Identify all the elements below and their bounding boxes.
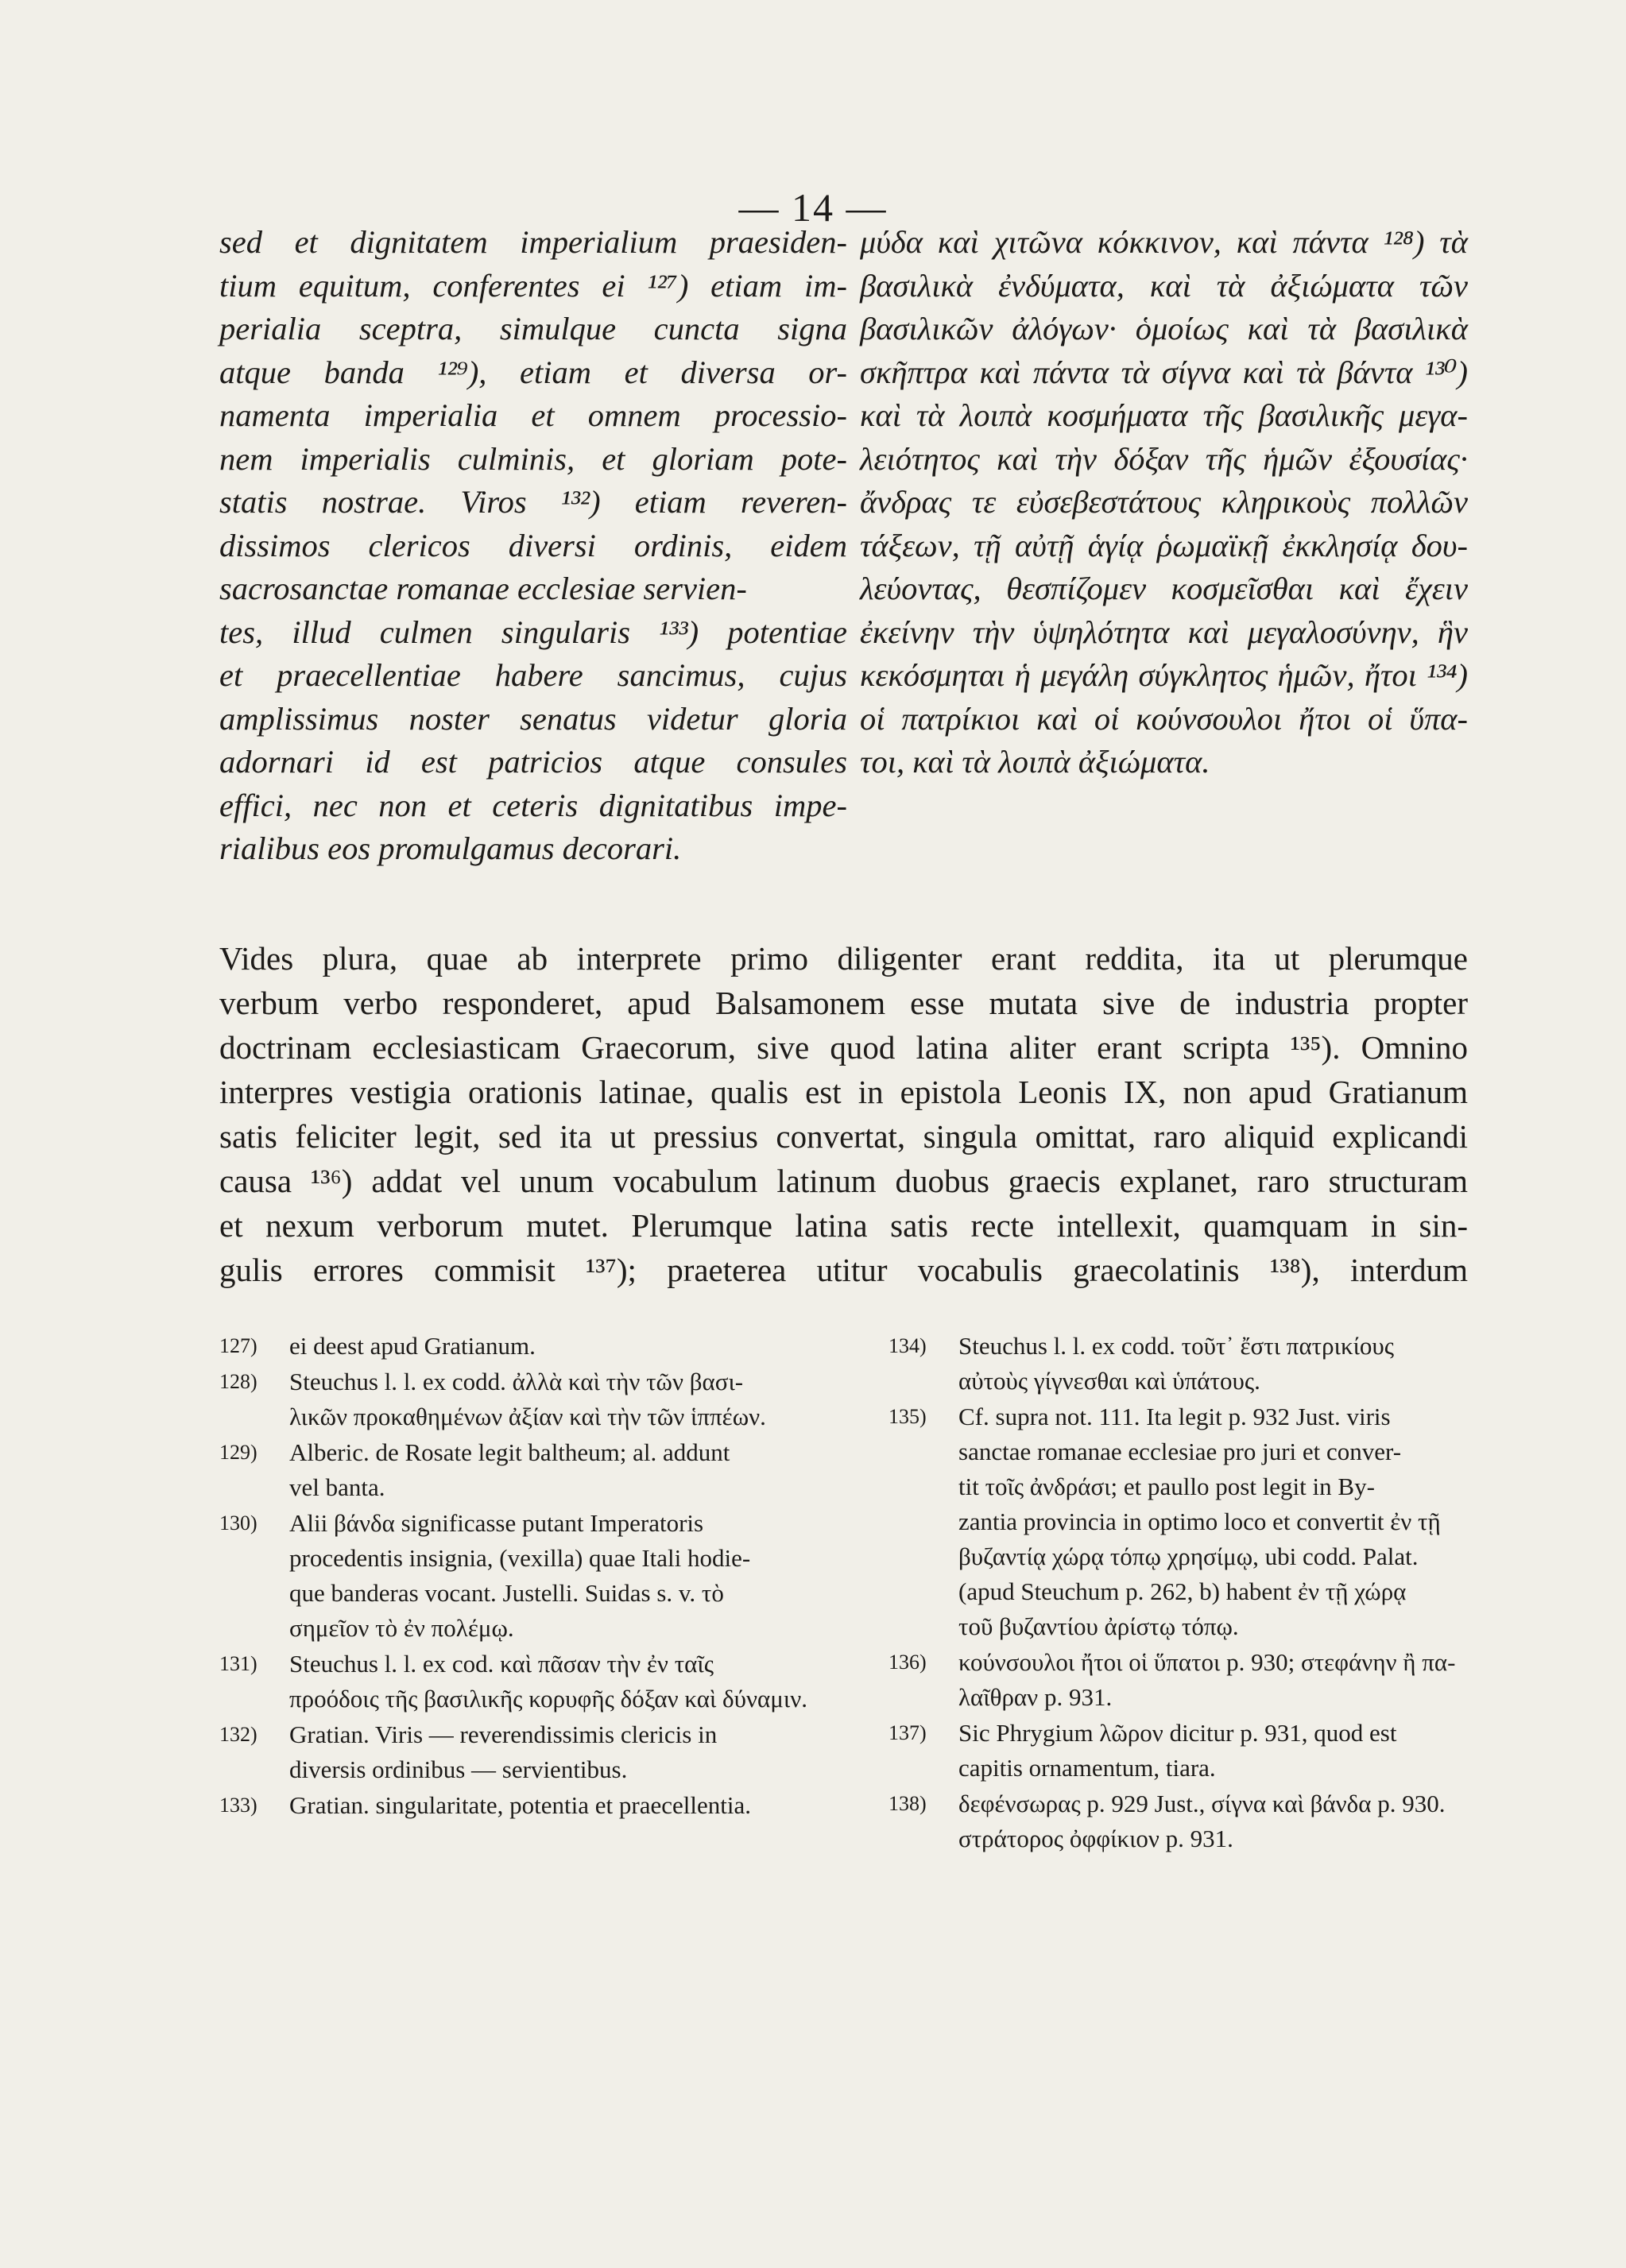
footnote-line: Sic Phrygium λῶρον dicitur p. 931, quod est bbox=[958, 1719, 1397, 1747]
footnote-number: 138) bbox=[888, 1792, 927, 1815]
latin-line: amplissimus noster senatus videtur gloria bbox=[219, 700, 847, 737]
latin-line: sed et dignitatem imperialium praesiden- bbox=[219, 224, 847, 260]
footnote-line: (apud Steuchum p. 262, b) habent ἐν τῇ χώρᾳ bbox=[958, 1577, 1407, 1605]
body-line: doctrinam ecclesiasticam Graecorum, sive quod latina aliter erant scripta ¹³⁵). Omnino bbox=[219, 1029, 1468, 1066]
greek-line: σκῆπτρα καὶ πάντα τὰ σίγνα καὶ τὰ βάντα ¹³⁰) bbox=[860, 354, 1468, 390]
footnote-number: 130) bbox=[219, 1511, 257, 1535]
footnote-line: σημεῖον τὸ ἐν πολέμῳ. bbox=[289, 1614, 514, 1642]
body-line: gulis errores commisit ¹³⁷); praeterea utitur vocabulis graecolatinis ¹³⁸), interdum bbox=[219, 1252, 1468, 1288]
greek-line: ἐκείνην τὴν ὑψηλότητα καὶ μεγαλοσύνην, ἣν bbox=[860, 613, 1468, 650]
greek-text-column bbox=[860, 221, 1468, 784]
footnote-line: κούνσουλοι ἤτοι οἱ ὕπατοι p. 930; στεφάνην ἢ πα- bbox=[958, 1648, 1456, 1676]
greek-line: οἱ πατρίκιοι καὶ οἱ κούνσουλοι ἤτοι οἱ ὕπα- bbox=[860, 700, 1468, 737]
footnote bbox=[888, 1786, 1469, 1856]
footnote-line: αὐτοὺς γίγνεσθαι καὶ ὑπάτους. bbox=[958, 1367, 1260, 1395]
greek-line: κεκόσμηται ἡ μεγάλη σύγκλητος ἡμῶν, ἤτοι ¹³⁴) bbox=[860, 657, 1468, 693]
footnote-line: δεφένσωρας p. 929 Just., σίγνα καὶ βάνδα p. 930. bbox=[958, 1790, 1446, 1817]
greek-line: τοι, καὶ τὰ λοιπὰ ἀξιώματα. bbox=[860, 744, 1210, 780]
latin-line: perialia sceptra, simulque cuncta signa bbox=[219, 311, 847, 346]
footnote-line: zantia provincia in optimo loco et convertit ἐν τῇ bbox=[958, 1507, 1441, 1535]
greek-line: μύδα καὶ χιτῶνα κόκκινον, καὶ πάντα ¹²⁸) τὰ bbox=[860, 224, 1468, 260]
latin-line: nem imperialis culminis, et gloriam pote- bbox=[219, 440, 847, 477]
footnote bbox=[219, 1364, 847, 1434]
footnote-line: Steuchus l. l. ex cod. καὶ πᾶσαν τὴν ἐν ταῖς bbox=[289, 1650, 714, 1678]
footnote-number: 137) bbox=[888, 1721, 927, 1744]
latin-line: sacrosanctae romanae ecclesiae servien- bbox=[219, 571, 747, 606]
footnote-line: βυζαντίᾳ χώρᾳ τόπῳ χρησίμῳ, ubi codd. Palat. bbox=[958, 1542, 1419, 1570]
footnote-line: λαῖθραν p. 931. bbox=[958, 1683, 1113, 1711]
footnote-line: Steuchus l. l. ex codd. τοῦτ᾽ ἔστι πατρικίους bbox=[958, 1332, 1395, 1360]
footnote bbox=[219, 1788, 847, 1823]
footnote bbox=[888, 1716, 1469, 1786]
latin-line: rialibus eos promulgamus decorari. bbox=[219, 830, 682, 866]
body-line: satis feliciter legit, sed ita ut pressius convertat, singula omittat, raro aliquid explicandi bbox=[219, 1118, 1468, 1155]
body-line: et nexum verborum mutet. Plerumque latina satis recte intellexit, quamquam in sin- bbox=[219, 1207, 1468, 1244]
footnote-line: τοῦ βυζαντίου ἀρίστῳ τόπῳ. bbox=[958, 1612, 1239, 1640]
body-line: causa ¹³⁶) addat vel unum vocabulum latinum duobus graecis explanet, raro structuram bbox=[219, 1163, 1468, 1199]
latin-line: tes, illud culmen singularis ¹³³) potentiae bbox=[219, 613, 847, 650]
footnote-number: 128) bbox=[219, 1370, 257, 1393]
body-line: verbum verbo responderet, apud Balsamonem esse mutata sive de industria propter bbox=[219, 985, 1468, 1021]
footnote-number: 133) bbox=[219, 1794, 257, 1817]
footnote bbox=[219, 1647, 847, 1716]
footnote-number: 132) bbox=[219, 1723, 257, 1746]
footnotes-left bbox=[219, 1329, 847, 1824]
footnote bbox=[888, 1645, 1469, 1715]
footnote bbox=[219, 1329, 847, 1364]
footnote-line: ei deest apud Gratianum. bbox=[289, 1332, 536, 1360]
footnote-line: vel banta. bbox=[289, 1473, 385, 1501]
footnote-line: Cf. supra not. 111. Ita legit p. 932 Just. viris bbox=[958, 1403, 1391, 1430]
latin-line: effici, nec non et ceteris dignitatibus impe- bbox=[219, 787, 847, 823]
footnote bbox=[219, 1717, 847, 1787]
greek-line: τάξεων, τῇ αὐτῇ ἁγίᾳ ῥωμαϊκῇ ἐκκλησίᾳ δου- bbox=[860, 527, 1468, 563]
body-paragraph bbox=[219, 936, 1468, 1292]
footnotes-right bbox=[888, 1329, 1469, 1857]
footnote-line: Steuchus l. l. ex codd. ἀλλὰ καὶ τὴν τῶν βασι- bbox=[289, 1368, 744, 1395]
greek-line: λειότητος καὶ τὴν δόξαν τῆς ἡμῶν ἐξουσίας· bbox=[860, 440, 1468, 477]
footnote bbox=[888, 1399, 1469, 1644]
footnote-line: Gratian. Viris — reverendissimis clericis in bbox=[289, 1720, 718, 1748]
footnote-number: 136) bbox=[888, 1651, 927, 1674]
greek-line: λεύοντας, θεσπίζομεν κοσμεῖσθαι καὶ ἔχειν bbox=[860, 571, 1468, 606]
footnote-line: capitis ornamentum, tiara. bbox=[958, 1754, 1216, 1782]
latin-line: et praecellentiae habere sancimus, cujus bbox=[219, 657, 847, 693]
footnote-line: procedentis insignia, (vexilla) quae Itali hodie- bbox=[289, 1544, 751, 1572]
footnote-line: Alii βάνδα significasse putant Imperatoris bbox=[289, 1509, 704, 1537]
footnote-number: 127) bbox=[219, 1334, 257, 1357]
footnote-line: λικῶν προκαθημένων ἀξίαν καὶ τὴν τῶν ἱππέων. bbox=[289, 1403, 766, 1430]
latin-line: atque banda ¹²⁹), etiam et diversa or- bbox=[219, 354, 847, 390]
footnote bbox=[219, 1506, 847, 1646]
footnote bbox=[888, 1329, 1469, 1399]
footnote-line: Gratian. singularitate, potentia et praecellentia. bbox=[289, 1791, 751, 1819]
footnote-number: 131) bbox=[219, 1652, 257, 1675]
footnote-number: 129) bbox=[219, 1441, 257, 1464]
greek-line: βασιλικὰ ἐνδύματα, καὶ τὰ ἀξιώματα τῶν bbox=[860, 267, 1468, 304]
footnote-line: στράτορος ὀφφίκιον p. 931. bbox=[958, 1825, 1233, 1852]
latin-line: statis nostrae. Viros ¹³²) etiam reveren- bbox=[219, 484, 847, 520]
latin-text-column bbox=[219, 221, 847, 871]
footnote-line: tit τοῖς ἀνδράσι; et paullo post legit in By- bbox=[958, 1473, 1375, 1500]
greek-line: ἄνδρας τε εὐσεβεστάτους κληρικοὺς πολλῶν bbox=[860, 484, 1468, 520]
latin-line: adornari id est patricios atque consules bbox=[219, 744, 847, 780]
latin-line: tium equitum, conferentes ei ¹²⁷) etiam im- bbox=[219, 267, 847, 304]
latin-line: namenta imperialia et omnem processio- bbox=[219, 397, 847, 433]
footnote-number: 135) bbox=[888, 1405, 927, 1428]
footnote-line: Alberic. de Rosate legit baltheum; al. addunt bbox=[289, 1438, 730, 1466]
greek-line: καὶ τὰ λοιπὰ κοσμήματα τῆς βασιλικῆς μεγα- bbox=[860, 397, 1468, 433]
footnote-line: προόδοις τῆς βασιλικῆς κορυφῆς δόξαν καὶ δύναμιν. bbox=[289, 1685, 807, 1713]
page-number: — 14 — bbox=[738, 185, 888, 230]
footnote-line: que banderas vocant. Justelli. Suidas s. v. τὸ bbox=[289, 1579, 724, 1607]
body-line: interpres vestigia orationis latinae, qualis est in epistola Leonis IX, non apud Gratianum bbox=[219, 1074, 1468, 1110]
footnote-line: sanctae romanae ecclesiae pro juri et conver- bbox=[958, 1438, 1402, 1465]
latin-line: dissimos clericos diversi ordinis, eidem bbox=[219, 527, 847, 563]
footnote bbox=[219, 1435, 847, 1505]
footnote-line: diversis ordinibus — servientibus. bbox=[289, 1755, 628, 1783]
body-line: Vides plura, quae ab interprete primo diligenter erant reddita, ita ut plerumque bbox=[219, 940, 1468, 977]
footnote-number: 134) bbox=[888, 1334, 927, 1357]
greek-line: βασιλικῶν ἀλόγων· ὁμοίως καὶ τὰ βασιλικὰ bbox=[860, 311, 1468, 346]
